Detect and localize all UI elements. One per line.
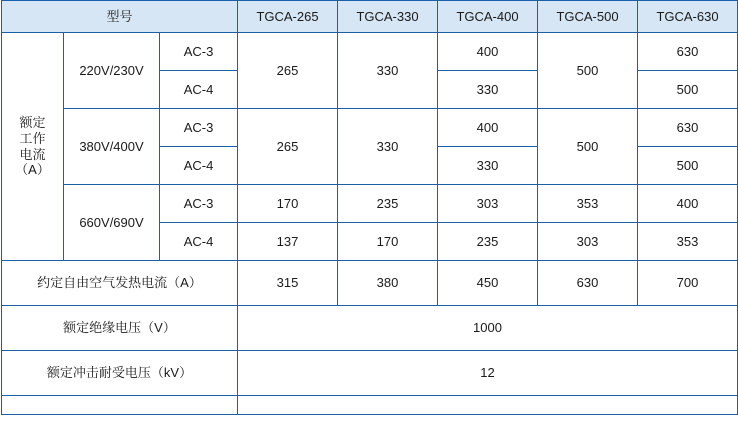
cell-660v-ac4-500: 303	[538, 223, 638, 261]
cell-660v-ac3-265: 170	[238, 185, 338, 223]
cell-220v-ac3-630: 630	[638, 33, 738, 71]
header-model-tgca-630: TGCA-630	[638, 1, 738, 33]
cell-thermal-630: 700	[638, 261, 738, 306]
utilization-category-ac4: AC-4	[160, 147, 238, 185]
thermal-current-label: 约定自由空气发热电流（A）	[2, 261, 238, 306]
voltage-label-220v: 220V/230V	[64, 33, 160, 109]
cell-380v-ac3-400: 400	[438, 109, 538, 147]
cell-380v-ac3-630: 630	[638, 109, 738, 147]
cell-220v-ac4-630: 500	[638, 71, 738, 109]
rated-current-label	[2, 33, 64, 261]
table-row	[2, 185, 738, 223]
cell-380v-ac3-500: 500	[538, 109, 638, 185]
voltage-label-660v: 660V/690V	[64, 185, 160, 261]
header-model-tgca-265: TGCA-265	[238, 1, 338, 33]
table-row-partial	[2, 396, 738, 415]
utilization-category-ac4: AC-4	[160, 71, 238, 109]
cell-660v-ac3-500: 353	[538, 185, 638, 223]
table-row	[2, 351, 738, 396]
cell-660v-ac3-330: 235	[338, 185, 438, 223]
header-model-tgca-330: TGCA-330	[338, 1, 438, 33]
table-header-row	[2, 1, 738, 33]
voltage-label-380v: 380V/400V	[64, 109, 160, 185]
table-row	[2, 109, 738, 147]
cell-220v-ac3-400: 400	[438, 33, 538, 71]
rated-current-label-line-2: 工作	[19, 130, 46, 146]
cell-thermal-265: 315	[238, 261, 338, 306]
cell-660v-ac4-330: 170	[338, 223, 438, 261]
cell-380v-ac3-265: 265	[238, 109, 338, 185]
insulation-voltage-label: 额定绝缘电压（V）	[2, 306, 238, 351]
cell-660v-ac4-265: 137	[238, 223, 338, 261]
table-row	[2, 33, 738, 71]
cell-220v-ac3-500: 500	[538, 33, 638, 109]
cell-insulation-voltage: 1000	[238, 306, 738, 351]
cell-660v-ac4-630: 353	[638, 223, 738, 261]
utilization-category-ac3: AC-3	[160, 109, 238, 147]
partial-cell-right	[238, 396, 738, 415]
cell-impulse-voltage: 12	[238, 351, 738, 396]
cell-220v-ac3-265: 265	[238, 33, 338, 109]
cell-220v-ac3-330: 330	[338, 33, 438, 109]
rated-current-label-line-1: 额定	[19, 115, 46, 131]
cell-220v-ac4-400: 330	[438, 71, 538, 109]
cell-thermal-330: 380	[338, 261, 438, 306]
rated-current-label-line-4: （A）	[15, 162, 50, 178]
cell-380v-ac3-330: 330	[338, 109, 438, 185]
cell-thermal-400: 450	[438, 261, 538, 306]
cell-660v-ac4-400: 235	[438, 223, 538, 261]
table-row	[2, 261, 738, 306]
cell-380v-ac4-630: 500	[638, 147, 738, 185]
cell-380v-ac4-400: 330	[438, 147, 538, 185]
header-model-tgca-500: TGCA-500	[538, 1, 638, 33]
cell-thermal-500: 630	[538, 261, 638, 306]
utilization-category-ac3: AC-3	[160, 185, 238, 223]
cell-660v-ac3-630: 400	[638, 185, 738, 223]
rated-current-label-line-3: 电流	[19, 146, 46, 162]
impulse-voltage-label: 额定冲击耐受电压（kV）	[2, 351, 238, 396]
partial-cell-left	[2, 396, 238, 415]
specification-table	[1, 0, 738, 415]
header-model-label: 型号	[2, 1, 238, 33]
cell-660v-ac3-400: 303	[438, 185, 538, 223]
table-row	[2, 306, 738, 351]
utilization-category-ac4: AC-4	[160, 223, 238, 261]
header-model-tgca-400: TGCA-400	[438, 1, 538, 33]
utilization-category-ac3: AC-3	[160, 33, 238, 71]
